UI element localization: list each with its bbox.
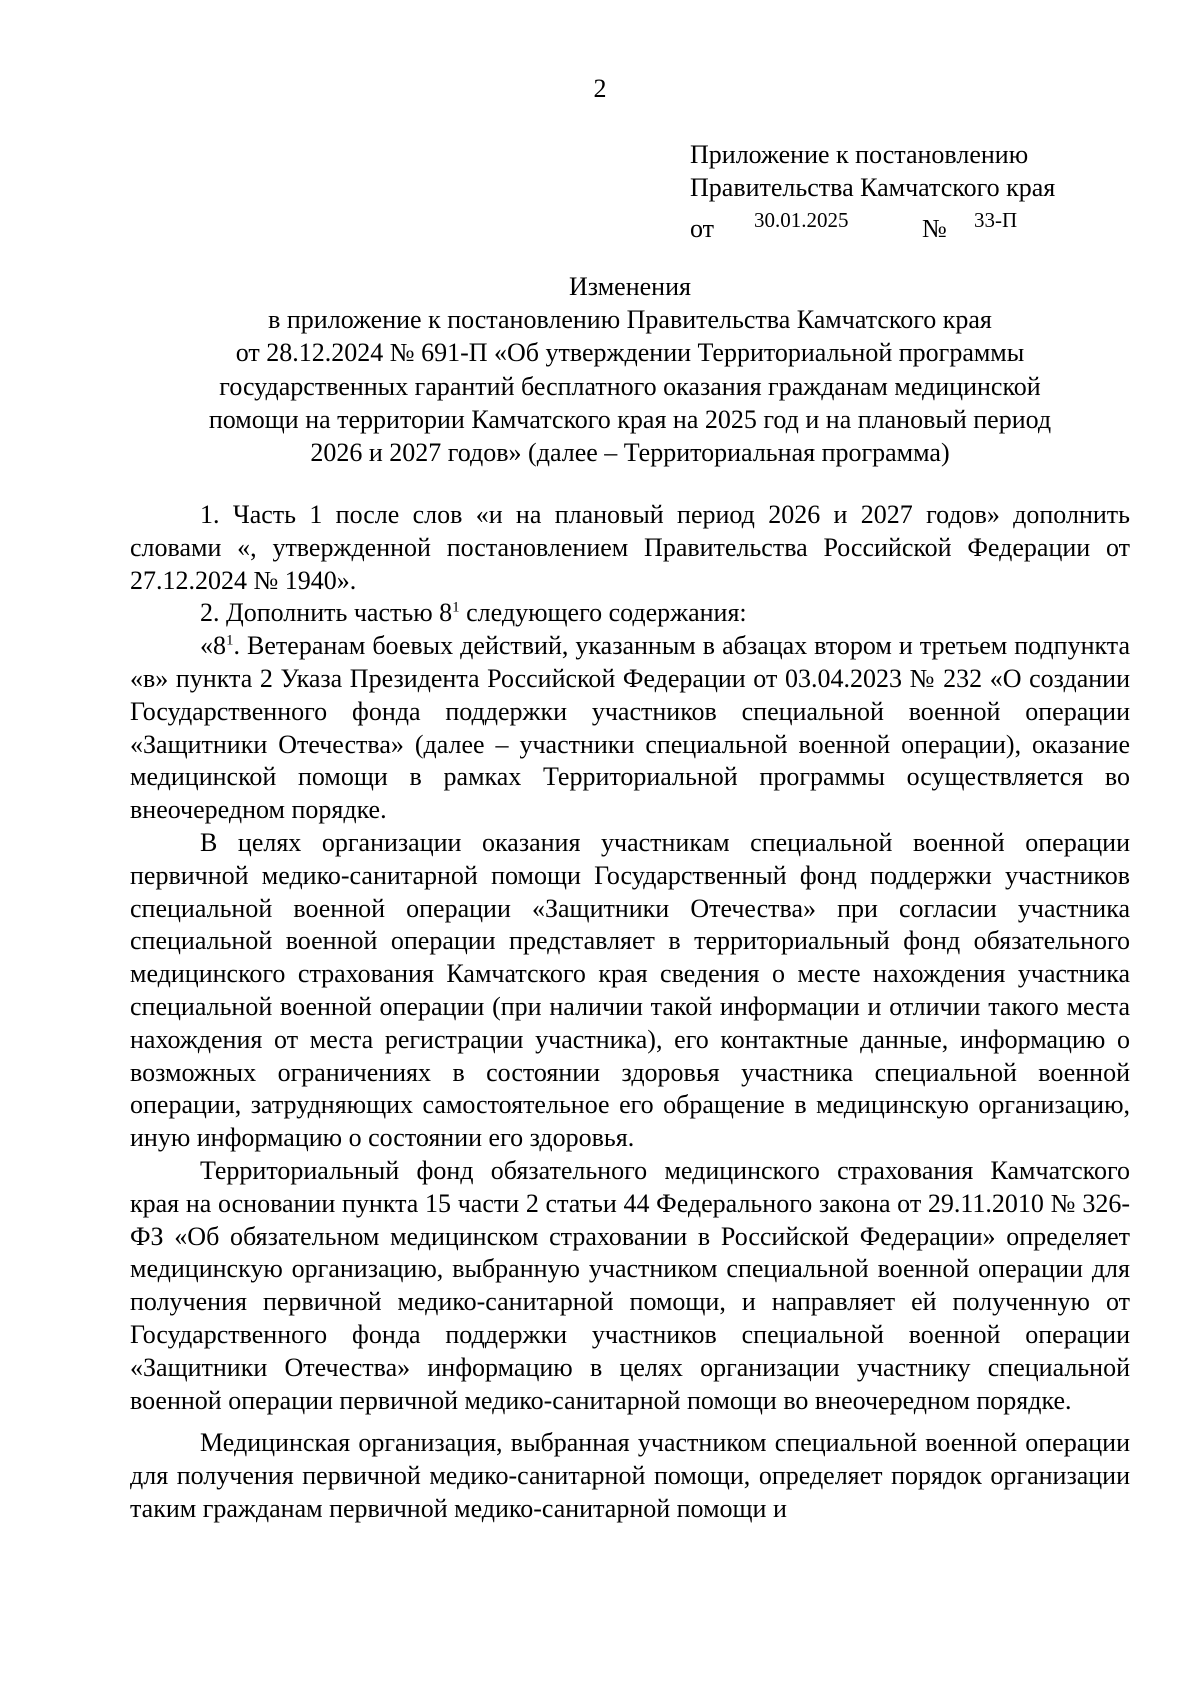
appendix-line-2: Правительства Камчатского края [690,173,1056,202]
paragraph-2-superscript: 1 [452,599,460,616]
title-line-3: от 28.12.2024 № 691-П «Об утверждении Территориальной программы [235,338,1025,368]
paragraph-3 [130,630,1130,827]
title-line-6: 2026 и 2027 годов» (далее – Территориальная программа) [310,438,950,468]
paragraph-3-text: «8 [200,631,226,661]
title-line-2: в приложение к постановлению Правительства Камчатского края [268,305,992,335]
paragraph-1: 1. Часть 1 после слов «и на плановый период 2026 и 2027 годов» дополнить словами «, утвержденной постановлением Правительства Российской Федерации от 27.12.2024 № 1940». [130,500,1130,595]
paragraph-6: Медицинская организация, выбранная участником специальной военной операции для получения первичной медико-санитарной помощи, определяет порядок организации таким гражданам первичной медико-санитарной помощи и [130,1428,1130,1523]
paragraph-3-superscript: 1 [226,632,234,649]
paragraph-3-text-end: . Ветеранам боевых действий, указанным в абзацах втором и третьем подпункта «в» пункта 2 Указа Президента Российской Федерации от 03.04.2023 № 232 «О создании Государственного фонда поддержки участников специальной военной операции «Защитники Отечества» (далее – участники специальной военной операции), оказание медицинской помощи в рамках Территориальной программы осуществляется во внеочередном порядке. [130,631,1130,825]
resolution-date: 30.01.2025 [754,208,849,232]
paragraph-2-text: 2. Дополнить частью 8 [200,598,453,628]
appendix-line-1: Приложение к постановлению [690,140,1029,169]
document-title [130,270,1130,469]
appendix-header [690,138,1056,243]
paragraph-4: В целях организации оказания участникам специальной военной операции первичной медико-санитарной помощи Государственный фонд поддержки участников специальной военной операции «Защитники Отечества» при согласии участника специальной военной операции представляет в территориальный фонд обязательного медицинского страхования Камчатского края сведения о месте нахождения участника специальной военной операции (при наличии такой информации и отличии такого места нахождения от места регистрации участника), его контактные данные, информацию о возможных ограничениях в состоянии здоровья участника специальной военной операции, затрудняющих самостоятельное его обращение в медицинскую организацию, иную информацию о состоянии его здоровья. [130,827,1130,1153]
number-sign: № [922,214,947,243]
title-line-5: помощи на территории Камчатского края на 2025 год и на плановый период [208,404,1052,434]
paragraph-5: Территориальный фонд обязательного медицинского страхования Камчатского края на основании пункта 15 части 2 статьи 44 Федерального закона от 29.11.2010 № 326-ФЗ «Об обязательном медицинском страховании в Российской Федерации» определяет медицинскую организацию, выбранную участником специальной военной операции для получения первичной медико-санитарной помощи, и направляет ей полученную от Государственного фонда поддержки участников специальной военной операции «Защитники Отечества» информацию в целях организации участнику специальной военной операции первичной медико-санитарной помощи во внеочередном порядке. [130,1155,1130,1415]
appendix-date-row [690,206,1055,243]
title-line-4: государственных гарантий бесплатного оказания гражданам медицинской [219,371,1041,401]
paragraph-2-text-end: следующего содержания: [459,598,747,628]
page-number: 2 [593,74,607,103]
paragraph-2 [130,597,1130,630]
title-line-1: Изменения [569,272,691,301]
resolution-number: 33-П [974,208,1018,232]
document-body [130,499,1130,1526]
date-prefix: от [690,214,715,243]
